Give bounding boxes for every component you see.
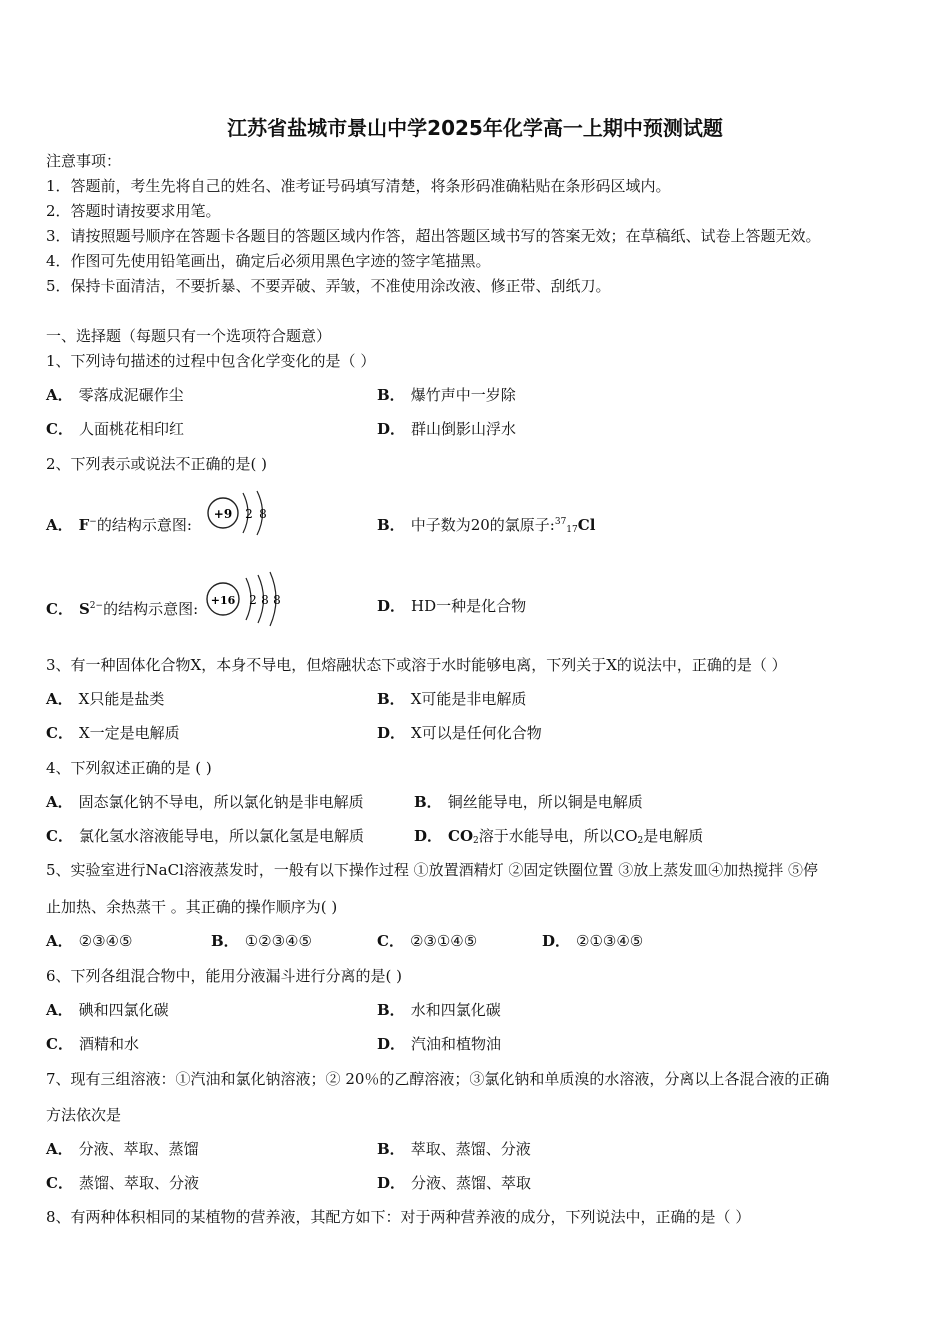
q6-option-d: D． 汽油和植物油: [377, 1035, 502, 1053]
q5-option-c: C． ②③①④⑤: [377, 932, 478, 950]
q7-option-a: A． 分液、萃取、蒸馏: [46, 1140, 199, 1158]
q5-option-a: A． ②③④⑤: [46, 932, 133, 950]
section-heading: 一、选择题（每题只有一个选项符合题意）: [46, 327, 332, 345]
q4-option-a: A． 固态氯化钠不导电，所以氯化钠是非电解质: [46, 793, 364, 811]
q2-option-c: C． $S^{2-}$的结构示意图:: [46, 600, 199, 618]
q4-option-b: B． 铜丝能导电，所以铜是电解质: [414, 793, 643, 811]
q2-option-b: B． 中子数为20的氯原子:$^{37}_{17}$Cl: [377, 516, 596, 535]
page-title: 江苏省盐城市景山中学2025年化学高一上期中预测试题: [227, 116, 723, 140]
question-4-stem: 4、下列叙述正确的是 ( ): [46, 759, 212, 777]
q3-option-a: A． X只能是盐类: [46, 690, 165, 708]
q1-option-c: C． 人面桃花相印红: [46, 420, 184, 438]
sulfide-ion-structure-diagram: [203, 570, 287, 628]
q3-option-b: B． X可能是非电解质: [377, 690, 527, 708]
q1-option-d: D． 群山倒影山浮水: [377, 420, 517, 438]
q5-option-d: D． ②①③④⑤: [542, 932, 644, 950]
q4-option-c: C． 氯化氢水溶液能导电，所以氯化氢是电解质: [46, 827, 364, 845]
shell-2-electrons: 8: [261, 593, 269, 607]
shell-3-electrons: 8: [273, 593, 281, 607]
q7-option-c: C． 蒸馏、萃取、分液: [46, 1174, 199, 1192]
q3-option-d: D． X可以是任何化合物: [377, 724, 542, 742]
note-item: 5．保持卡面清洁，不要折暴、不要弄破、弄皱，不准使用涂改液、修正带、刮纸刀。: [46, 277, 611, 295]
note-item: 3．请按照题号顺序在答题卡各题目的答题区域内作答，超出答题区域书写的答案无效；在草稿纸、试卷上答题无效。: [46, 227, 821, 245]
q1-option-b: B． 爆竹声中一岁除: [377, 386, 516, 404]
question-3-stem: 3、有一种固体化合物X，本身不导电，但熔融状态下或溶于水时能够电离，下列关于X的说法中，正确的是（ ）: [46, 656, 787, 674]
q5-option-b: B． ①②③④⑤: [211, 932, 312, 950]
q1-option-a: A． 零落成泥碾作尘: [46, 386, 184, 404]
q3-option-c: C． X一定是电解质: [46, 724, 180, 742]
notes-header: 注意事项：: [46, 152, 122, 170]
shell-1-electrons: 2: [245, 507, 253, 521]
nucleus-label: +16: [210, 594, 236, 607]
q4-option-d: D． $CO_2$溶于水能导电，所以$CO_2$是电解质: [414, 827, 704, 846]
question-7-stem-continued: 方法依次是: [46, 1106, 122, 1124]
fluoride-ion-structure-diagram: [203, 488, 273, 538]
note-item: 4．作图可先使用铅笔画出，确定后必须用黑色字迹的签字笔描黑。: [46, 252, 491, 270]
shell-1-electrons: 2: [249, 593, 257, 607]
q7-option-b: B． 萃取、蒸馏、分液: [377, 1140, 531, 1158]
question-5-stem-continued: 止加热、余热蒸干 。其正确的操作顺序为( ): [46, 898, 338, 916]
question-7-stem: 7、现有三组溶液：①汽油和氯化钠溶液；② 20％的乙醇溶液；③氯化钠和单质溴的水溶液，分离以上各混合液的正确: [46, 1070, 830, 1088]
note-item: 2．答题时请按要求用笔。: [46, 202, 221, 220]
q2-option-a: A． F−的结构示意图:: [46, 516, 192, 534]
question-1-stem: 1、下列诗句描述的过程中包含化学变化的是（ ）: [46, 352, 376, 370]
q6-option-b: B． 水和四氯化碳: [377, 1001, 501, 1019]
question-8-stem: 8、有两种体积相同的某植物的营养液，其配方如下：对于两种营养液的成分，下列说法中，正确的是（ ）: [46, 1208, 751, 1226]
question-5-stem: 5、实验室进行NaCl溶液蒸发时，一般有以下操作过程 ①放置酒精灯 ②固定铁圈位置 ③放上蒸发皿④加热搅拌 ⑤停: [46, 861, 818, 879]
q7-option-d: D． 分液、蒸馏、萃取: [377, 1174, 532, 1192]
q6-option-c: C． 酒精和水: [46, 1035, 139, 1053]
note-item: 1．答题前，考生先将自己的姓名、准考证号码填写清楚，将条形码准确粘贴在条形码区域内。: [46, 177, 671, 195]
nucleus-label: +9: [213, 507, 233, 521]
question-6-stem: 6、下列各组混合物中，能用分液漏斗进行分离的是( ): [46, 967, 403, 985]
shell-2-electrons: 8: [259, 507, 267, 521]
question-2-stem: 2、下列表示或说法不正确的是( ): [46, 455, 268, 473]
q6-option-a: A． 碘和四氯化碳: [46, 1001, 169, 1019]
q2-option-d: D． HD一种是化合物: [377, 597, 527, 615]
